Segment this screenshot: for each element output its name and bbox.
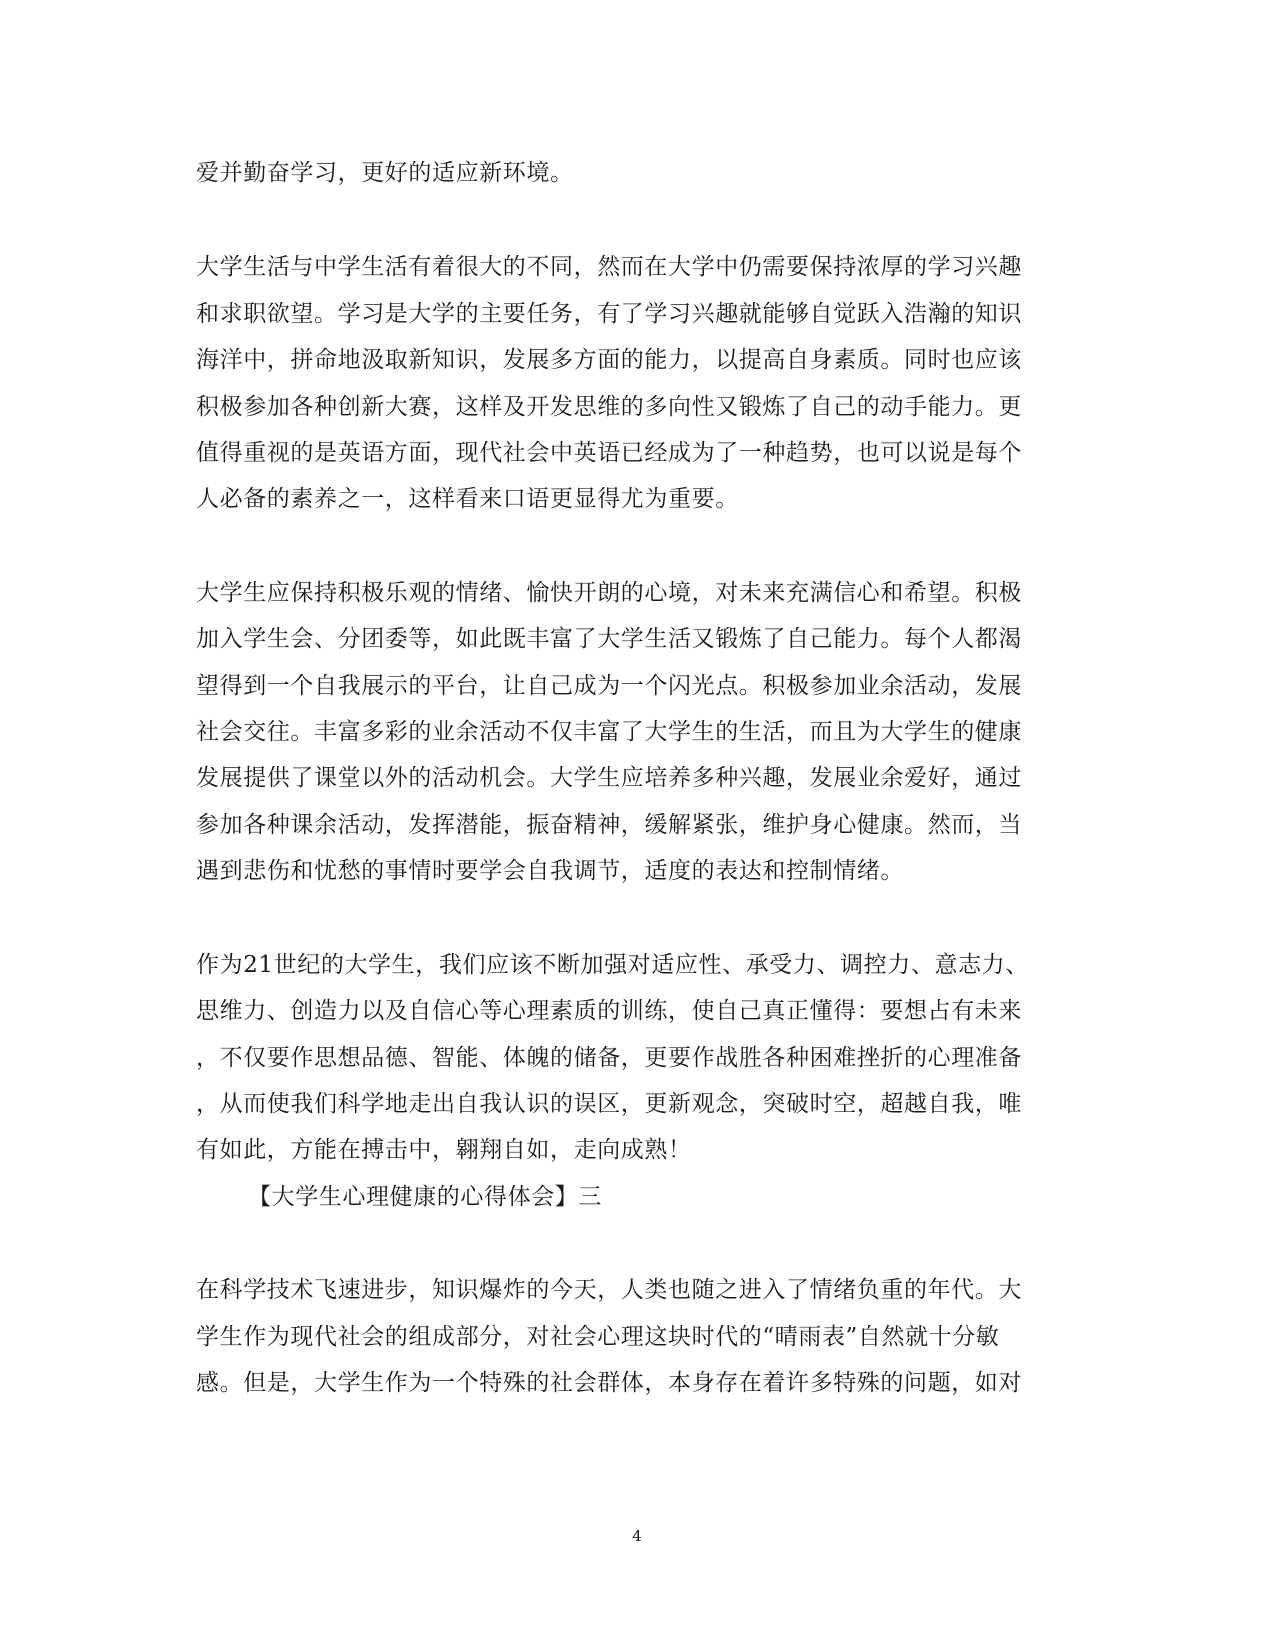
paragraph-line: 思维力、创造力以及自信心等心理素质的训练，使自己真正懂得：要想占有未来 xyxy=(196,998,1022,1024)
paragraph-line: 作为21世纪的大学生，我们应该不断加强对适应性、承受力、调控力、意志力、 xyxy=(196,952,1029,978)
paragraph-line: 大学生应保持积极乐观的情绪、愉快开朗的心境，对未来充满信心和希望。积极 xyxy=(196,580,1022,606)
paragraph-line: 海洋中，拼命地汲取新知识，发展多方面的能力，以提高自身素质。同时也应该 xyxy=(196,347,1022,373)
paragraph-line: 和求职欲望。学习是大学的主要任务，有了学习兴趣就能够自觉跃入浩瀚的知识 xyxy=(196,301,1022,327)
paragraph-line: 人必备的素养之一，这样看来口语更显得尤为重要。 xyxy=(196,486,739,512)
page-number: 4 xyxy=(632,1527,642,1545)
paragraph-line: 在科学技术飞速进步，知识爆炸的今天，人类也随之进入了情绪负重的年代。大 xyxy=(196,1277,1022,1303)
paragraph-line: 感。但是，大学生作为一个特殊的社会群体，本身存在着许多特殊的问题，如对 xyxy=(196,1370,1022,1396)
section-heading: 【大学生心理健康的心得体会】三 xyxy=(248,1184,602,1210)
paragraph-line: 有如此，方能在搏击中，翱翔自如，走向成熟！ xyxy=(196,1137,692,1163)
paragraph-line: 发展提供了课堂以外的活动机会。大学生应培养多种兴趣，发展业余爱好，通过 xyxy=(196,765,1022,791)
paragraph-line: 望得到一个自我展示的平台，让自己成为一个闪光点。积极参加业余活动，发展 xyxy=(196,673,1022,699)
paragraph-line: 遇到悲伤和忧愁的事情时要学会自我调节，适度的表达和控制情绪。 xyxy=(196,858,904,884)
paragraph-line: 爱并勤奋学习，更好的适应新环境。 xyxy=(196,160,574,186)
paragraph-line: ，从而使我们科学地走出自我认识的误区，更新观念，突破时空，超越自我，唯 xyxy=(196,1091,1022,1117)
paragraph-line: 大学生活与中学生活有着很大的不同，然而在大学中仍需要保持浓厚的学习兴趣 xyxy=(196,254,1022,280)
paragraph-line: 社会交往。丰富多彩的业余活动不仅丰富了大学生的生活，而且为大学生的健康 xyxy=(196,719,1022,745)
paragraph-line: 值得重视的是英语方面，现代社会中英语已经成为了一种趋势，也可以说是每个 xyxy=(196,440,1022,466)
paragraph-line: 积极参加各种创新大赛，这样及开发思维的多向性又锻炼了自己的动手能力。更 xyxy=(196,394,1022,420)
paragraph-line: 参加各种课余活动，发挥潜能，振奋精神，缓解紧张，维护身心健康。然而，当 xyxy=(196,812,1022,838)
paragraph-line: ，不仅要作思想品德、智能、体魄的储备，更要作战胜各种困难挫折的心理准备 xyxy=(196,1045,1022,1071)
paragraph-line: 学生作为现代社会的组成部分，对社会心理这块时代的“晴雨表”自然就十分敏 xyxy=(196,1324,1000,1350)
paragraph-line: 加入学生会、分团委等，如此既丰富了大学生活又锻炼了自己能力。每个人都渴 xyxy=(196,626,1022,652)
